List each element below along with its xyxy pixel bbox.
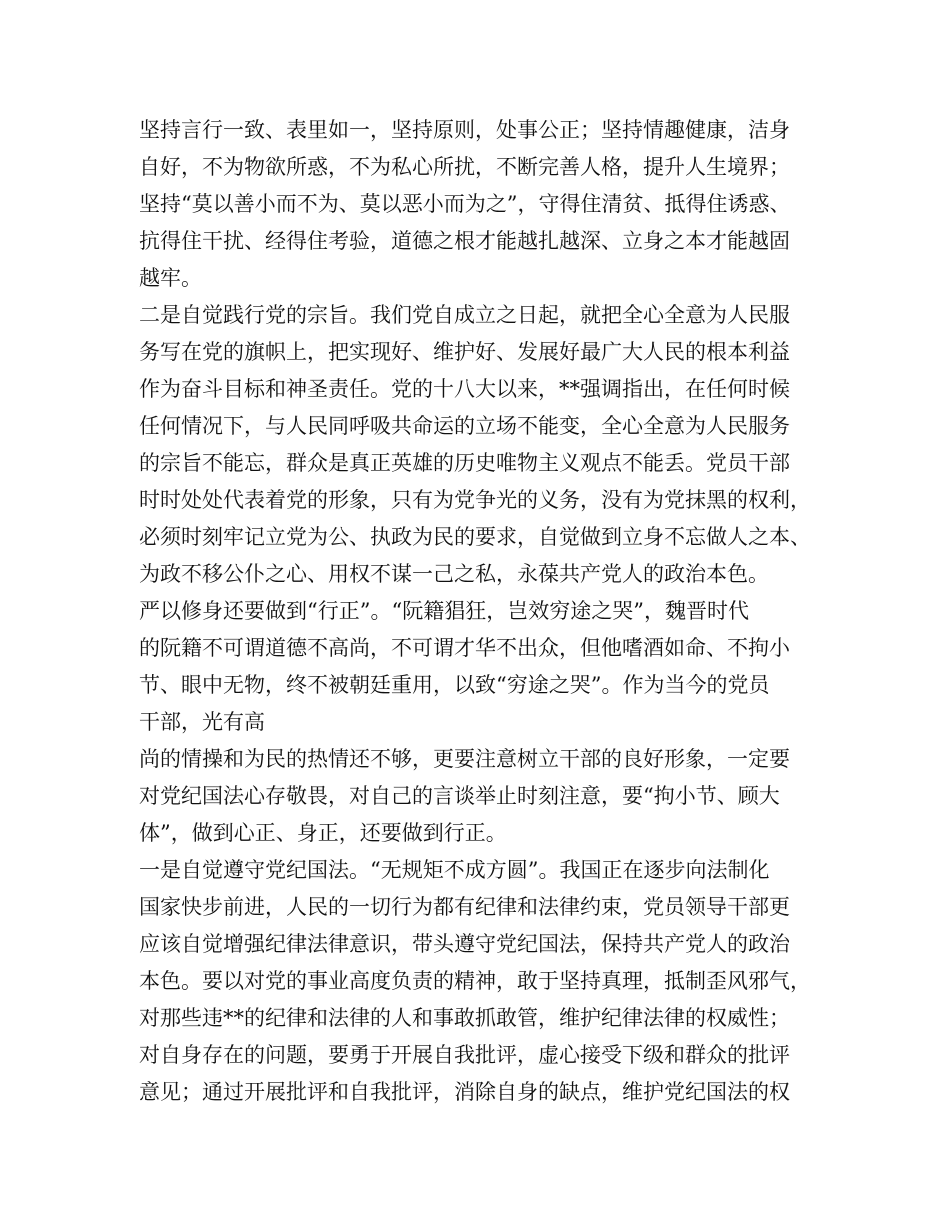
- text-line: 的阮籍不可谓道德不高尚，不可谓才华不出众，但他嗜酒如命、不拘小: [139, 636, 790, 660]
- text-line: 节、眼中无物，终不被朝廷重用，以致“穷途之哭”。作为当今的党员: [139, 673, 770, 697]
- text-line: 体”，做到心正、身正，还要做到行正。: [139, 821, 507, 845]
- text-line: 二是自觉践行党的宗旨。我们党自成立之日起，就把全心全意为人民服: [139, 303, 790, 327]
- text-line: 自好，不为物欲所惑，不为私心所扰，不断完善人格，提升人生境界；: [139, 155, 790, 179]
- text-line: 尚的情操和为民的热情还不够，更要注意树立干部的良好形象，一定要: [139, 747, 790, 771]
- text-line: 时时处处代表着党的形象，只有为党争光的义务，没有为党抹黑的权利，: [139, 488, 811, 512]
- text-line: 为政不移公仆之心、用权不谋一己之私，永葆共产党人的政治本色。: [139, 562, 769, 586]
- text-line: 对自身存在的问题，要勇于开展自我批评，虚心接受下级和群众的批评: [139, 1043, 790, 1067]
- text-line: 严以修身还要做到“行正”。“阮籍猖狂，岂效穷途之哭”，魏晋时代: [139, 599, 749, 623]
- text-line: 意见；通过开展批评和自我批评，消除自身的缺点，维护党纪国法的权: [139, 1080, 790, 1104]
- text-line: 国家快步前进，人民的一切行为都有纪律和法律约束，党员领导干部更: [139, 895, 790, 919]
- text-line: 本色。要以对党的事业高度负责的精神，敢于坚持真理，抵制歪风邪气，: [139, 969, 811, 993]
- text-line: 坚持“莫以善小而不为、莫以恶小而为之”，守得住清贫、抵得住诱惑、: [139, 192, 791, 216]
- text-line: 对党纪国法心存敬畏，对自己的言谈举止时刻注意，要“拘小节、顾大: [139, 784, 780, 808]
- body-text: [139, 112, 839, 1111]
- text-line: 对那些违**的纪律和法律的人和事敢抓敢管，维护纪律法律的权威性；: [139, 1006, 790, 1030]
- text-line: 一是自觉遵守党纪国法。“无规矩不成方圆”。我国正在逐步向法制化: [139, 858, 770, 882]
- text-line: 干部，光有高: [139, 710, 265, 734]
- text-line: 作为奋斗目标和神圣责任。党的十八大以来，**强调指出，在任何时候: [139, 377, 790, 401]
- text-line: 抗得住干扰、经得住考验，道德之根才能越扎越深、立身之本才能越固: [139, 229, 790, 253]
- text-line: 应该自觉增强纪律法律意识，带头遵守党纪国法，保持共产党人的政治: [139, 932, 790, 956]
- text-line: 越牢。: [139, 266, 202, 290]
- text-line: 坚持言行一致、表里如一，坚持原则，处事公正；坚持情趣健康，洁身: [139, 118, 790, 142]
- text-line: 的宗旨不能忘，群众是真正英雄的历史唯物主义观点不能丢。党员干部: [139, 451, 790, 475]
- text-line: 必须时刻牢记立党为公、执政为民的要求，自觉做到立身不忘做人之本、: [139, 525, 811, 549]
- text-line: 任何情况下，与人民同呼吸共命运的立场不能变，全心全意为人民服务: [139, 414, 790, 438]
- text-line: 务写在党的旗帜上，把实现好、维护好、发展好最广大人民的根本利益: [139, 340, 790, 364]
